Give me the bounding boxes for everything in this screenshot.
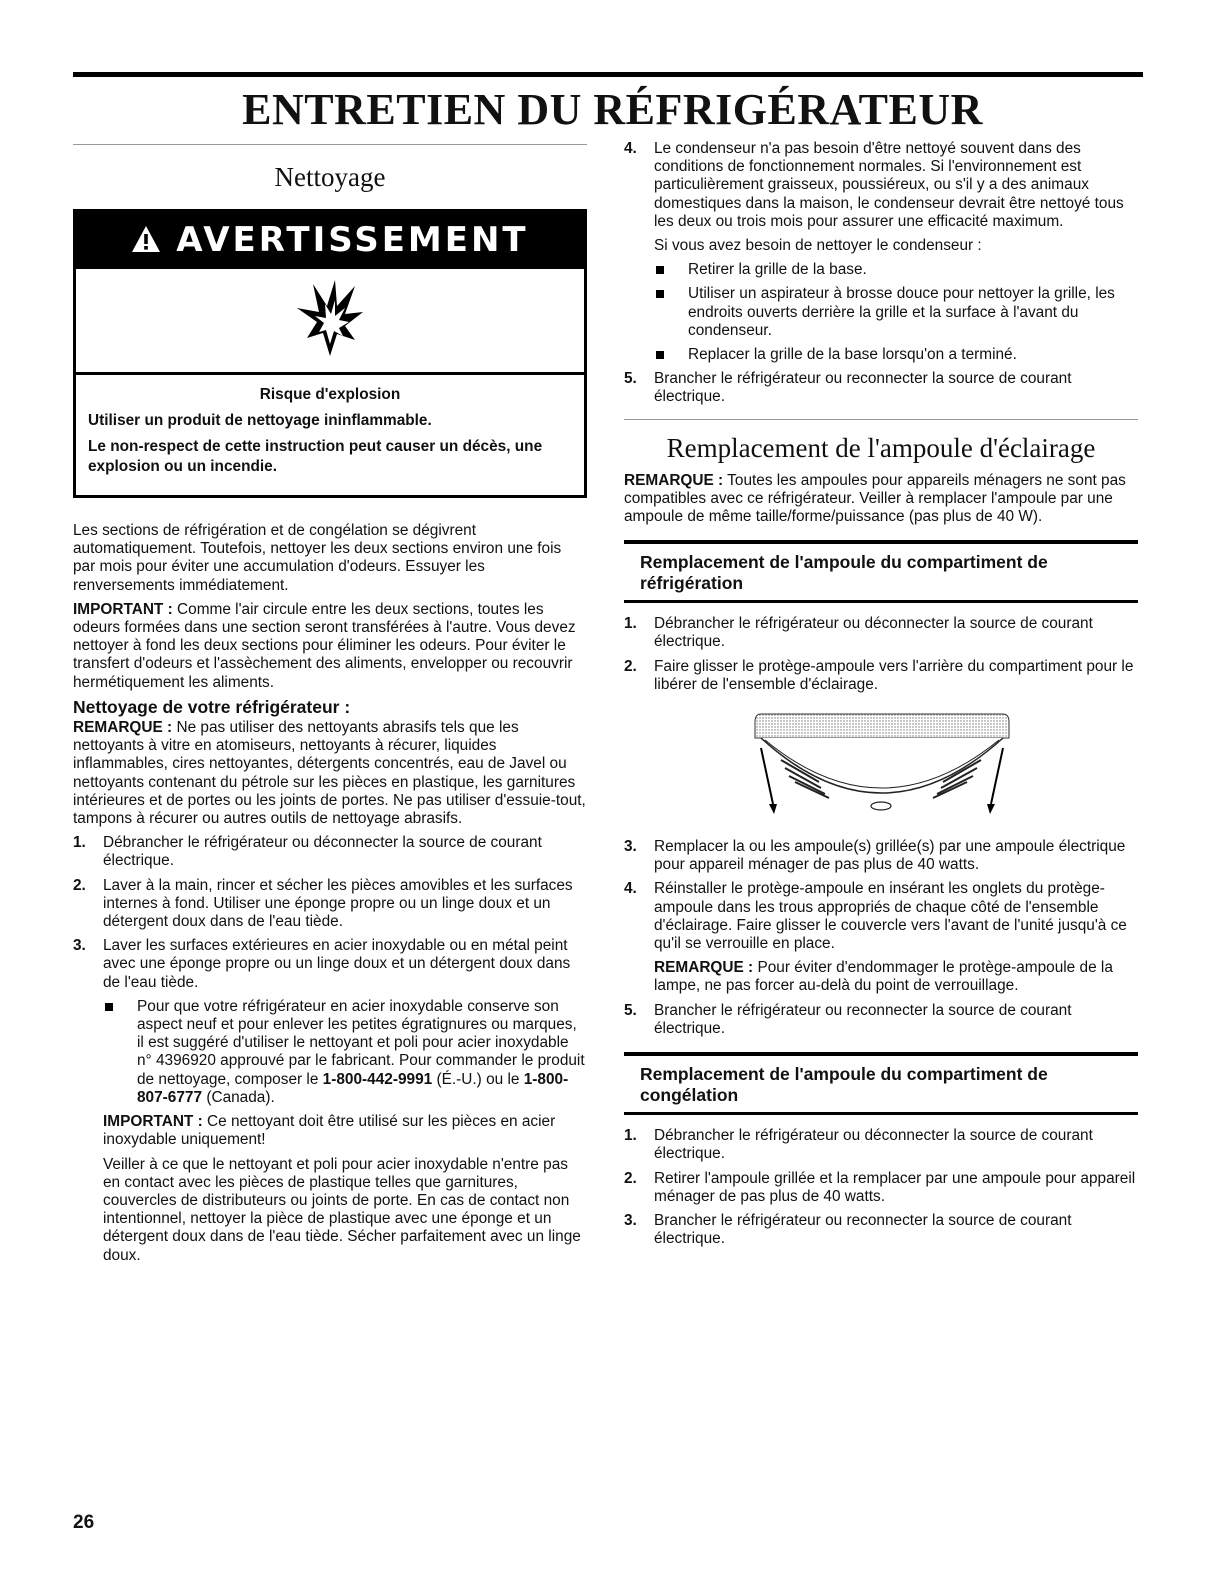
important2-paragraph (103, 1113, 587, 1149)
top-rule (73, 72, 1143, 77)
left-column (73, 144, 587, 1271)
important-paragraph (73, 601, 587, 692)
step-number: 3. (73, 937, 86, 955)
step-text: Laver les surfaces extérieures en acier inoxydable ou en métal peint avec une éponge propre ou un linge doux et un détergent doux dans de l'eau tiède. (103, 937, 571, 991)
page-number: 26 (73, 1512, 95, 1533)
step-text: Débrancher le réfrigérateur ou déconnecter la source de courant électrique. (103, 834, 542, 870)
step-text: Brancher le réfrigérateur ou reconnecter la source de courant électrique. (654, 1001, 1072, 1037)
warning-box (73, 209, 587, 498)
step-text: Débrancher le réfrigérateur ou déconnecter la source de courant électrique. (654, 615, 1093, 651)
list-item (624, 838, 1138, 874)
remarque-label: REMARQUE : (73, 719, 173, 737)
remarque-text: Ne pas utiliser des nettoyants abrasifs tels que les nettoyants à vitre en atomiseurs, nettoyants à récurer, liquides inflammables, cires nettoyantes, détergents concentrés, eau de Javel ou nettoyants contenant du pétrole sur les pièces en plastique, les garnitures intérieures et de portes ou les joints de portes. Ne pas utiliser d'essuie-tout, tampons à récurer ou autres outils de nettoyage abrasifs. (73, 719, 586, 828)
remarque-label: REMARQUE : (624, 471, 724, 489)
step-text: Remplacer la ou les ampoule(s) grillée(s) par une ampoule électrique pour appareil ménager de pas plus de 40 watts. (654, 838, 1126, 874)
bullet-item (654, 346, 1138, 364)
bullet-square-icon (654, 261, 688, 279)
list-item (624, 658, 1138, 694)
warning-risk: Risque d'explosion (259, 386, 401, 403)
bullet-text: Replacer la grille de la base lorsqu'on a terminé. (688, 346, 1017, 364)
subheading-cleaning: Nettoyage de votre réfrigérateur : (73, 696, 351, 717)
phone-us-suffix: (É.-U.) ou le (432, 1070, 524, 1088)
list-item (624, 615, 1138, 651)
section-divider (624, 419, 1138, 420)
bullet-body: Pour que votre réfrigérateur en acier inoxydable conserve son aspect neuf et pour enlever les petites égratignures ou marques, il est suggéré d'utiliser le nettoyant et poli pour acier inoxydable n° 4396920 approuvé par le fabricant. Pour commander le produit de nettoyage, composer le (137, 997, 585, 1088)
bullet-text: Utiliser un aspirateur à brosse douce pour nettoyer la grille, les endroits ouverts derrière la grille et la surface à l'avant du condenseur. (688, 285, 1115, 339)
warning-line-2: Le non-respect de cette instruction peut causer un décès, une explosion ou un incendie. (88, 438, 543, 475)
list-item (624, 1170, 1138, 1206)
step-text: Débrancher le réfrigérateur ou déconnecter la source de courant électrique. (654, 1127, 1093, 1163)
step-number: 1. (624, 615, 637, 633)
intro-paragraph: Les sections de réfrigération et de congélation se dégivrent automatiquement. Toutefois, nettoyer les deux sections environ une fois par mois pour éviter une accumulation d'odeurs. Essuyer les renversements immédiatement. (73, 522, 562, 594)
step-text: Brancher le réfrigérateur ou reconnecter la source de courant électrique. (654, 1211, 1072, 1248)
list-item (624, 1212, 1138, 1248)
bullet-text (137, 998, 587, 1107)
step-text: Brancher le réfrigérateur ou reconnecter la source de courant électrique. (654, 370, 1072, 406)
step-number: 3. (624, 1211, 637, 1229)
warning-header-text: AVERTISSEMENT (176, 220, 529, 260)
explosion-icon (295, 278, 365, 363)
section-divider (73, 144, 587, 145)
bullet-item (103, 998, 587, 1107)
warning-body (76, 375, 584, 495)
right-column (624, 140, 1138, 1254)
step-number: 1. (624, 1127, 637, 1145)
step-number: 5. (624, 370, 637, 388)
lamp-cover-illustration (624, 708, 1138, 820)
condenser-intro: Si vous avez besoin de nettoyer le condenseur : (654, 237, 982, 255)
bullet-text: Retirer la grille de la base. (688, 261, 867, 279)
warning-triangle-icon (131, 220, 176, 260)
lamp-remarque (624, 472, 1138, 527)
list-item (624, 880, 1138, 953)
remarque-text: Toutes les ampoules pour appareils ménagers ne sont pas compatibles avec ce réfrigérateur. Veiller à remplacer l'ampoule par une ampoule de même taille/forme/puissance (pas plus de 40 W). (624, 471, 1126, 526)
bullet-item (654, 261, 1138, 279)
fridge-lamp-heading: Remplacement de l'ampoule du compartiment de réfrigération (624, 540, 1138, 603)
list-item (73, 877, 587, 932)
important2-label: IMPORTANT : (103, 1113, 203, 1131)
bullet-square-icon (654, 285, 688, 340)
phone-ca-suffix: (Canada). (202, 1088, 275, 1106)
remarque-label: REMARQUE : (654, 959, 754, 977)
section-title-lamp: Remplacement de l'ampoule d'éclairage (666, 432, 1096, 463)
phone-ca: 1-800-807-6777 (137, 1070, 569, 1106)
step-text: Retirer l'ampoule grillée et la remplacer par une ampoule pour appareil ménager de pas plus de 40 watts. (654, 1169, 1136, 1205)
freezer-lamp-heading: Remplacement de l'ampoule du compartiment de congélation (624, 1052, 1138, 1115)
remarque-paragraph (73, 719, 587, 828)
final-paragraph: Veiller à ce que le nettoyant et poli pour acier inoxydable n'entre pas en contact avec les pièces de plastique telles que garnitures, couvercles de distributeurs ou joints de porte. En cas de contact non intentionnel, nettoyer la pièce de plastique avec une éponge et un détergent doux dans de l'eau tiède. Sécher parfaitement avec un linge doux. (103, 1155, 581, 1264)
list-item (624, 1127, 1138, 1163)
page-title: ENTRETIEN DU RÉFRIGÉRATEUR (242, 85, 983, 134)
important-label: IMPORTANT : (73, 600, 173, 618)
warning-line-1: Utiliser un produit de nettoyage ininflammable. (88, 412, 432, 429)
step-number: 2. (624, 1169, 637, 1187)
step-text: Faire glisser le protège-ampoule vers l'arrière du compartiment pour le libérer de l'ensemble d'éclairage. (654, 657, 1134, 693)
list-item (624, 1002, 1138, 1038)
bullet-square-icon (103, 998, 137, 1107)
step-text: Réinstaller le protège-ampoule en insérant les onglets du protège-ampoule dans les trous appropriés de chaque côté de l'ensemble d'éclairage. Faire glisser le couvercle vers l'avant de l'unité jusqu'à ce qu'il se verrouille en place. (654, 880, 1127, 953)
step-number: 4. (624, 880, 637, 898)
phone-us: 1-800-442-9991 (322, 1070, 433, 1088)
step-number: 4. (624, 140, 637, 157)
important-text: Comme l'air circule entre les deux sections, toutes les odeurs formées dans une section seront transférées à l'autre. Vous devez nettoyer à fond les deux sections pour éliminer les odeurs. Pour éviter le transfert d'odeurs et l'assèchement des aliments, envelopper ou recouvrir hermétiquement les aliments. (73, 600, 576, 691)
section-title-nettoyage: Nettoyage (274, 162, 386, 192)
step-number: 5. (624, 1001, 637, 1019)
important2-text: Ce nettoyant doit être utilisé sur les pièces en acier inoxydable uniquement! (103, 1113, 556, 1149)
list-item (624, 140, 1138, 231)
warning-header (76, 212, 584, 269)
bullet-item (654, 285, 1138, 340)
remarque-text: Pour éviter d'endommager le protège-ampoule de la lampe, ne pas forcer au-delà du point de verrouillage. (654, 959, 1113, 995)
step-number: 3. (624, 838, 637, 856)
step-text: Laver à la main, rincer et sécher les pièces amovibles et les surfaces internes à fond. Utiliser une éponge propre ou un linge doux et un détergent doux dans de l'eau tiède. (103, 876, 573, 931)
step-number: 1. (73, 834, 86, 852)
bullet-square-icon (654, 346, 688, 364)
list-item (624, 370, 1138, 406)
step-number: 2. (73, 876, 86, 894)
fridge-remarque (654, 959, 1138, 995)
list-item (73, 937, 587, 992)
list-item (73, 834, 587, 870)
step-number: 2. (624, 657, 637, 675)
step-text: Le condenseur n'a pas besoin d'être nettoyé souvent dans des conditions de fonctionnement normales. Si l'environnement est particulièrement graisseux, poussiéreux, ou s'il y a des animaux domestiques dans la maison, le condenseur devrait être nettoyé tous les deux ou trois mois pour assurer une efficacité maximum. (654, 140, 1124, 230)
warning-icon-area (76, 269, 584, 375)
